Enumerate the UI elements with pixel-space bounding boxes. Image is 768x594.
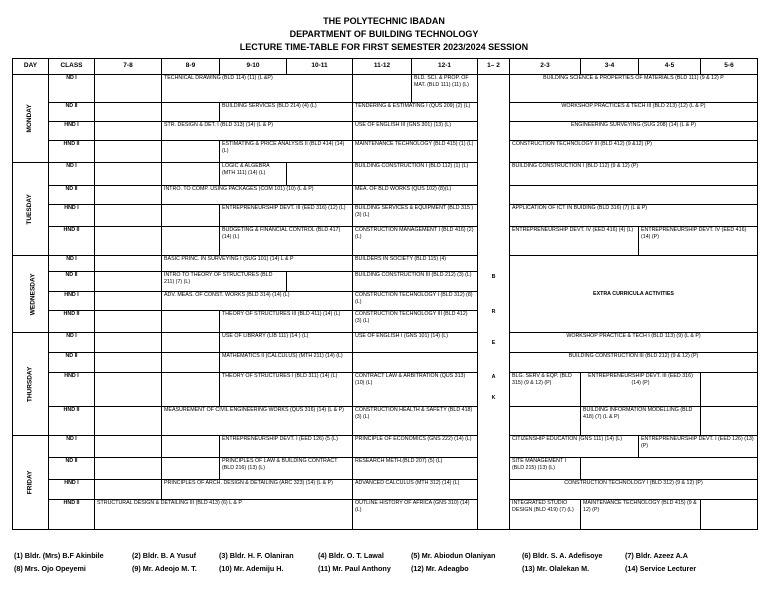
course-cell: OUTLINE HISTORY OF AFRICA (GNS 310) (14) (L) bbox=[353, 500, 478, 530]
empty-slot bbox=[95, 373, 162, 407]
course-cell: MATHEMATICS II (CALCULUS) (MTH 211) (14) (L) bbox=[220, 353, 353, 373]
table-row bbox=[13, 205, 758, 227]
course-cell: RESEARCH METH.(BLD 207) (5) (L) bbox=[353, 458, 478, 480]
course-cell: BUILDING SERVICES & EQUIPMENT (BLD 315 ) (3) (L) bbox=[353, 205, 478, 227]
course-cell: CONSTRUCTION TECHNOLOGY I (BLD 312) (8) (L) bbox=[353, 292, 478, 311]
legend-item: (13) Mr. Olalekan M. bbox=[522, 564, 590, 573]
timetable-grid bbox=[12, 58, 758, 530]
course-cell: STRUCTURAL DESIGN & DETAILING III (BLD 413) (6) L & P bbox=[95, 500, 353, 530]
col-header-9-10: 9-10 bbox=[220, 59, 287, 75]
course-cell: LOGIC & ALGEBRA (MTH 111) (14) (L) bbox=[220, 163, 287, 186]
table-row bbox=[13, 256, 758, 272]
empty-slot bbox=[162, 333, 220, 353]
table-row bbox=[13, 141, 758, 163]
break-letter: A bbox=[491, 374, 496, 381]
course-cell: CONSTRUCTION MANAGEMENT I (BLD 416) (2) (L) bbox=[353, 227, 478, 256]
course-cell: INTRO TO THEORY OF STRUCTURES (BLD 211) (7) (L) bbox=[162, 272, 287, 292]
legend-item: (8) Mrs. Ojo Opeyemi bbox=[14, 564, 86, 573]
course-cell: CONSTRUCTION TECHNOLOGY III (BLD 412) (3) (L) bbox=[353, 311, 478, 333]
header-row bbox=[13, 59, 758, 75]
table-row bbox=[13, 122, 758, 141]
course-cell: BUILDING CONSTRUCTION I (BLD 112) (1) (L) bbox=[353, 163, 478, 186]
day-label-tuesday: TUESDAY bbox=[13, 163, 49, 256]
legend-item: (10) Mr. Ademiju H. bbox=[219, 564, 284, 573]
empty-slot bbox=[162, 205, 220, 227]
legend-item: (6) Bldr. S. A. Adefisoye bbox=[522, 551, 603, 560]
course-cell: BUILDING SERVICES (BLD 214) (4) (L) bbox=[220, 103, 353, 122]
empty-slot bbox=[95, 458, 162, 480]
empty-slot bbox=[95, 272, 162, 292]
empty-slot bbox=[95, 407, 162, 436]
col-header-1-2: 1– 2 bbox=[478, 59, 510, 75]
day-label-monday: MONDAY bbox=[13, 75, 49, 163]
col-header-3-4: 3-4 bbox=[581, 59, 639, 75]
empty-slot bbox=[287, 163, 353, 186]
institution-title: THE POLYTECHNIC IBADAN bbox=[323, 16, 445, 26]
table-row bbox=[13, 75, 758, 103]
empty-slot bbox=[510, 407, 581, 436]
course-cell: BUILDING CONSTRUCTION III (BLD 212) (3) (L) bbox=[353, 272, 478, 292]
course-cell: BUILDING INFORMATION MODELLING (BLD 418) (7) (L & P) bbox=[581, 407, 701, 436]
empty-slot bbox=[162, 163, 220, 186]
empty-slot bbox=[95, 186, 162, 205]
course-cell: WORKSHOP PRACTICES & TECH III (BLD 213) (12) (L & P) bbox=[510, 103, 758, 122]
course-cell: BUILDING SCIENCE & PROPERTIES OF MATERIALS (BLD 111) (9 & 12) P bbox=[510, 75, 758, 103]
class-label: HND I bbox=[49, 122, 95, 141]
empty-slot bbox=[95, 122, 162, 141]
col-header-8-9: 8-9 bbox=[162, 59, 220, 75]
course-cell: BUDGETING & FINANCIAL CONTROL (BLD 417) (14) (L) bbox=[220, 227, 353, 256]
course-cell: PRINCIPLES OF LAW & BUILDING CONTRACT (BLD 216) (13) (L) bbox=[220, 458, 353, 480]
course-cell: THEORY OF STRUCTURES III (BLD 411) (14) (L) bbox=[220, 311, 353, 333]
class-label: HND II bbox=[49, 227, 95, 256]
course-cell: USE OF ENGLISH III (GNS 301) (13) (L) bbox=[353, 122, 478, 141]
table-row bbox=[13, 458, 758, 480]
day-label-friday: FRIDAY bbox=[13, 436, 49, 530]
course-cell: MAINTENANCE TECHNOLOGY (BLD 415) (9 & 12) (P) bbox=[581, 500, 701, 530]
empty-slot bbox=[95, 103, 162, 122]
legend-item: (9) Mr. Adeojo M. T. bbox=[132, 564, 197, 573]
col-header-class: CLASS bbox=[49, 59, 95, 75]
col-header-day: DAY bbox=[13, 59, 49, 75]
course-cell: USE OF ENGLISH I (GNS 101) (14) (L) bbox=[353, 333, 478, 353]
col-header-2-3: 2-3 bbox=[510, 59, 581, 75]
empty-slot bbox=[95, 141, 162, 163]
table-row bbox=[13, 333, 758, 353]
empty-slot bbox=[162, 458, 220, 480]
course-cell: INTEGRATED STUDIO DESIGN (BLD 419) (7) (L) bbox=[510, 500, 581, 530]
empty-slot bbox=[353, 353, 478, 373]
course-cell: CONSTRUCTION TECHNOLOGY I (BLD 312) (9 & 12) (P) bbox=[510, 480, 758, 500]
col-header-4-5: 4-5 bbox=[639, 59, 701, 75]
empty-slot bbox=[162, 436, 220, 458]
course-cell: BUILDING CONSTRUCTION III (BLD 212) (9 & 12) (P) bbox=[510, 353, 758, 373]
class-label: ND II bbox=[49, 353, 95, 373]
empty-slot bbox=[701, 407, 758, 436]
course-cell: ENTREPRENEURSHIP DEVT. III (EED 316) (14) (P) bbox=[581, 373, 701, 407]
empty-slot bbox=[162, 353, 220, 373]
empty-slot bbox=[353, 75, 412, 103]
col-header-7-8: 7-8 bbox=[95, 59, 162, 75]
course-cell: ENTREPRENEURSHIP DEVT. I (EED 126) (5 (L) bbox=[220, 436, 353, 458]
empty-slot bbox=[95, 75, 162, 103]
course-cell: ADVANCED CALCULUS (MTH 312) (14) (L) bbox=[353, 480, 478, 500]
course-cell: ENTREPRENEURSHIP DEVT. III (EED 316) (12) (L) bbox=[220, 205, 353, 227]
class-label: ND II bbox=[49, 103, 95, 122]
break-letter: K bbox=[491, 395, 496, 402]
course-cell: ENTREPRENEURSHIP DEVT. IV (EED 416) (4) (L) bbox=[510, 227, 639, 256]
class-label: HND II bbox=[49, 311, 95, 333]
empty-slot bbox=[162, 103, 220, 122]
class-label: ND I bbox=[49, 163, 95, 186]
course-cell: CONSTRUCTION TECHNOLOGY III (BLD 412) (9 &12) (P) bbox=[510, 141, 758, 163]
table-row bbox=[13, 500, 758, 530]
course-cell: ESTIMATING & PRICE ANALYSIS II (BLD 414) (14) (L) bbox=[220, 141, 353, 163]
day-label-thursday: THURSDAY bbox=[13, 333, 49, 436]
empty-slot bbox=[287, 272, 353, 292]
empty-slot bbox=[510, 186, 758, 205]
class-label: HND I bbox=[49, 373, 95, 407]
class-label: ND II bbox=[49, 458, 95, 480]
table-row bbox=[13, 373, 758, 407]
class-label: HND II bbox=[49, 407, 95, 436]
class-label: ND I bbox=[49, 75, 95, 103]
course-cell: MEASUREMENT OF CIVIL ENGINEERING WORKS (QUS 316) (14) (L & P) bbox=[162, 407, 353, 436]
course-cell: BASIC PRINC. IN SURVEYING I (SUG 101) (14) L & P bbox=[162, 256, 353, 272]
legend-item: (12) Mr. Adeagbo bbox=[411, 564, 469, 573]
course-cell: TENDERING & ESTIMATING I (QUS 209) (2) (L) bbox=[353, 103, 478, 122]
course-cell: ADV. MEAS. OF CONST. WORKS (BLD 314) (14) (L) bbox=[162, 292, 353, 311]
class-label: ND I bbox=[49, 333, 95, 353]
legend-item: (11) Mr. Paul Anthony bbox=[318, 564, 391, 573]
course-cell: PRINCIPLE OF ECONOMICS (GNS 222) (14) (L) bbox=[353, 436, 478, 458]
class-label: ND II bbox=[49, 272, 95, 292]
legend-item: (5) Mr. Abiodun Olaniyan bbox=[411, 551, 496, 560]
class-label: HND I bbox=[49, 480, 95, 500]
course-cell: BLG. SERV & EQP. (BLD 315) (9 & 12) (P) bbox=[510, 373, 581, 407]
course-cell: BUILDERS IN SOCIETY (BLD 115) (4) bbox=[353, 256, 478, 272]
empty-slot bbox=[95, 256, 162, 272]
course-cell: BLD. SCI. & PROP. OF MAT. (BLD 111) (11) (L) bbox=[412, 75, 478, 103]
table-row bbox=[13, 480, 758, 500]
class-label: ND I bbox=[49, 436, 95, 458]
course-cell: MAINTENANCE TECHNOLOGY (BLD 415) (1) (L) bbox=[353, 141, 478, 163]
table-row bbox=[13, 227, 758, 256]
class-label: ND II bbox=[49, 186, 95, 205]
course-cell: THEORY OF STRUCTURES I (BLD 311) (14) (L) bbox=[220, 373, 353, 407]
course-cell: CONSTRUCTION HEALTH & SAFETY (BLD 418) (3) (L) bbox=[353, 407, 478, 436]
empty-slot bbox=[162, 141, 220, 163]
break-column bbox=[478, 75, 510, 530]
break-letter: E bbox=[491, 339, 496, 346]
break-letter: B bbox=[491, 274, 496, 280]
class-label: ND I bbox=[49, 256, 95, 272]
table-row bbox=[13, 353, 758, 373]
empty-slot bbox=[95, 311, 162, 333]
course-cell: CITIZENSHIP EDUCATION (GNS 111) (14) (L) bbox=[510, 436, 639, 458]
course-cell: MEA. OF BLD WORKS (QUS 102) (8)(L) bbox=[353, 186, 478, 205]
table-row bbox=[13, 186, 758, 205]
course-cell: TECHNICAL DRAWING (BLD 114) (11) (L &P) bbox=[162, 75, 353, 103]
col-header-10-11: 10-11 bbox=[287, 59, 353, 75]
class-label: HND II bbox=[49, 141, 95, 163]
empty-slot bbox=[701, 500, 758, 530]
legend-item: (2) Bldr. B. A Yusuf bbox=[132, 551, 197, 560]
empty-slot bbox=[95, 205, 162, 227]
table-row bbox=[13, 163, 758, 186]
empty-slot bbox=[162, 311, 220, 333]
course-cell: INTRO. TO COMP. USING PACKAGES (COM 101) (10) (L & P) bbox=[162, 186, 353, 205]
legend-item: (14) Service Lecturer bbox=[625, 564, 697, 573]
department-title: DEPARTMENT OF BUILDING TECHNOLOGY bbox=[289, 29, 479, 39]
col-header-12-1: 12-1 bbox=[412, 59, 478, 75]
empty-slot bbox=[95, 436, 162, 458]
course-cell: USE OF LIBRARY (LIB 111) (14 ) (L) bbox=[220, 333, 353, 353]
course-cell: ENTREPRENEURSHIP DEVT. I (EED 126) (13) (P) bbox=[639, 436, 758, 458]
table-row bbox=[13, 407, 758, 436]
table-row bbox=[13, 103, 758, 122]
legend-item: (1) Bldr. (Mrs) B.F Akinbile bbox=[14, 551, 104, 560]
empty-slot bbox=[95, 163, 162, 186]
empty-slot bbox=[162, 373, 220, 407]
empty-slot bbox=[701, 373, 758, 407]
day-label-wednesday: WEDNESDAY bbox=[13, 256, 49, 333]
empty-slot bbox=[95, 292, 162, 311]
break-letter: R bbox=[491, 308, 496, 315]
course-cell: CONTRACT LAW & ARBITRATION (QUS 313) (10) (L) bbox=[353, 373, 478, 407]
class-label: HND I bbox=[49, 292, 95, 311]
empty-slot bbox=[95, 480, 162, 500]
col-header-11-12: 11-12 bbox=[353, 59, 412, 75]
empty-slot bbox=[95, 227, 162, 256]
empty-slot bbox=[162, 227, 220, 256]
extra-curricula-cell: EXTRA CURRICULA ACTIVITIES bbox=[510, 256, 758, 333]
class-label: HND I bbox=[49, 205, 95, 227]
legend-item: (3) Bldr. H. F. Olaniran bbox=[219, 551, 294, 560]
course-cell: PRINCIPLES OF ARCH. DESIGN & DETAILING (ARC 323) (14) (L & P) bbox=[162, 480, 353, 500]
empty-slot bbox=[95, 353, 162, 373]
col-header-5-6: 5-6 bbox=[701, 59, 758, 75]
course-cell: ENTREPRENEURSHIP DEVT. IV (EED 416) (14) (P) bbox=[639, 227, 758, 256]
class-label: HND II bbox=[49, 500, 95, 530]
course-cell: WORKSHOP PRACTICE & TECH I (BLD 113) (9) (L & P) bbox=[510, 333, 758, 353]
timetable-title: LECTURE TIME-TABLE FOR FIRST SEMESTER 2023/2024 SESSION bbox=[239, 42, 529, 52]
course-cell: STR. DESIGN & DET. I (BLD 313) (14) (L & P) bbox=[162, 122, 353, 141]
course-cell: SITE MANAGEMENT I (BLD 215) (13) (L) bbox=[510, 458, 581, 480]
table-row bbox=[13, 436, 758, 458]
legend-item: (7) Bldr. Azeez A.A bbox=[625, 551, 688, 560]
legend-item: (4) Bldr. O. T. Lawal bbox=[318, 551, 384, 560]
course-cell: BUILDING CONSTRUCTION I (BLD 112) (9 & 12) (P) bbox=[510, 163, 758, 186]
course-cell: APPLICATION OF ICT IN BUIDING (BLD 316) (7) (L & P) bbox=[510, 205, 758, 227]
empty-slot bbox=[581, 458, 758, 480]
course-cell: ENGINEERING SURVEYING (SUG 208) (14) (L & P) bbox=[510, 122, 758, 141]
empty-slot bbox=[95, 333, 162, 353]
